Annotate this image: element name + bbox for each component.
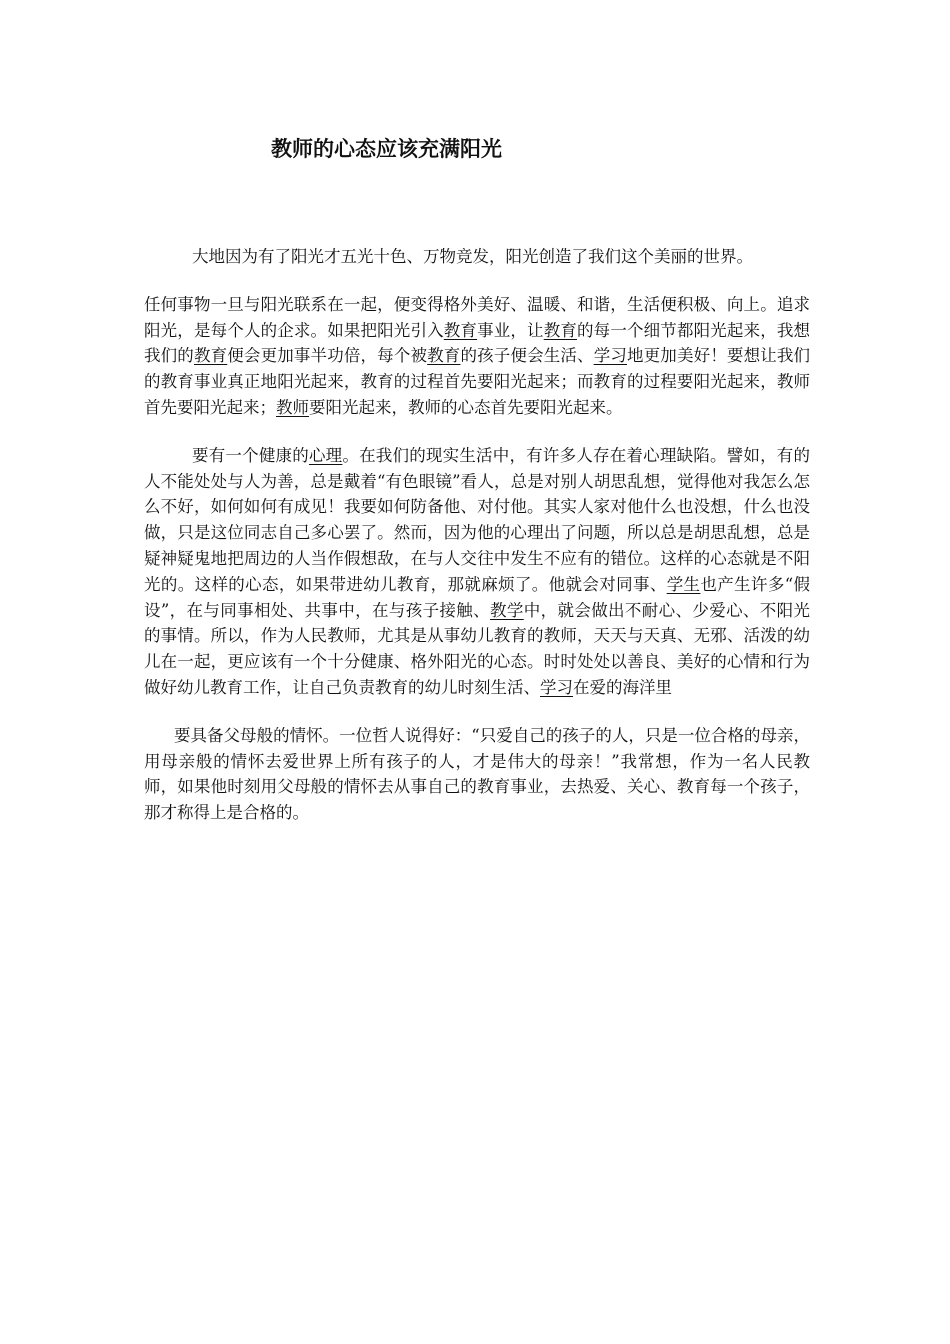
link-study[interactable]: 学习 (540, 677, 573, 697)
link-psychology[interactable]: 心理 (308, 445, 343, 465)
paragraph-4: 要具备父母般的情怀。一位哲人说得好：“只爱自己的孩子的人，只是一位合格的母亲，用母亲般的情怀去爱世界上所有孩子的人，才是伟大的母亲！”我常想，作为一名人民教师，如果他时刻用父母般的情怀去从事自己的教育事业，去热爱、关心、教育每一个孩子，那才称得上是合格的。 (144, 725, 810, 823)
link-teacher[interactable]: 教师 (276, 397, 309, 417)
paragraph-2-text: 任何事物一旦与阳光联系在一起，便变得格外美好、温暖、和谐，生活便积极、向上。追求阳光，是每个人的企求。如果把阳光引入 (144, 294, 810, 340)
paragraph-2-text: 的孩子便会生活、 (460, 346, 594, 366)
paragraph-2 (144, 292, 810, 421)
document-title: 教师的心态应该充满阳光 (271, 137, 502, 161)
paragraph-3 (144, 443, 810, 701)
paragraph-3-text: 在爱的海洋里 (573, 677, 672, 697)
paragraph-3-text: 中，就会做出不耐心、少爱心、不阳光的事情。所以，作为人民教师，尤其是从事幼儿教育的教师，天天与天真、无邪、活泼的幼儿在一起，更应该有一个十分健康、格外阳光的心态。时时处处以善良、美好的心情和行为做好幼儿教育工作，让自己负责教育的幼儿时刻生活、 (144, 600, 811, 697)
paragraph-3-text: 也产生许多“假设”，在与同事相处、共事中，在与孩子接触、 (144, 574, 811, 620)
paragraph-2-text: 的每一个细节都阳光起来，我想我们的 (144, 320, 811, 366)
paragraph-2-text: 便会更加事半功倍，每个被 (227, 346, 428, 366)
document-body (144, 244, 810, 826)
link-education[interactable]: 教育 (427, 346, 461, 366)
paragraph-1: 大地因为有了阳光才五光十色、万物竞发，阳光创造了我们这个美丽的世界。 (192, 247, 753, 266)
link-study[interactable]: 学习 (593, 346, 627, 366)
paragraph-2-text: 事业，让 (477, 320, 544, 340)
paragraph-2-text: 要阳光起来，教师的心态首先要阳光起来。 (309, 397, 623, 417)
link-education[interactable]: 教育 (193, 346, 228, 366)
link-teaching[interactable]: 教学 (490, 600, 524, 620)
link-student[interactable]: 学生 (666, 574, 701, 594)
link-education[interactable]: 教育 (443, 320, 478, 340)
link-education[interactable]: 教育 (543, 320, 578, 340)
paragraph-2-text: 地更加美好！要想让我们的教育事业真正地阳光起来，教育的过程首先要阳光起来；而教育的过程要阳光起来，教师首先要阳光起来； (144, 346, 811, 417)
paragraph-3-text: 。在我们的现实生活中，有许多人存在着心理缺陷。譬如，有的人不能处处与人为善，总是戴着“有色眼镜”看人，总是对别人胡思乱想，觉得他对我怎么怎么不好，如何如何有成见！我要如何防备他、对付他。其实人家对他什么也没想，什么也没做，只是这位同志自己多心罢了。然而，因为他的心理出了问题，所以总是胡思乱想，总是疑神疑鬼地把周边的人当作假想敌，在与人交往中发生不应有的错位。这样的心态就是不阳光的。这样的心态，如果带进幼儿教育，那就麻烦了。他就会对同事、 (144, 445, 811, 594)
paragraph-3-text: 要有一个健康的 (192, 445, 309, 465)
